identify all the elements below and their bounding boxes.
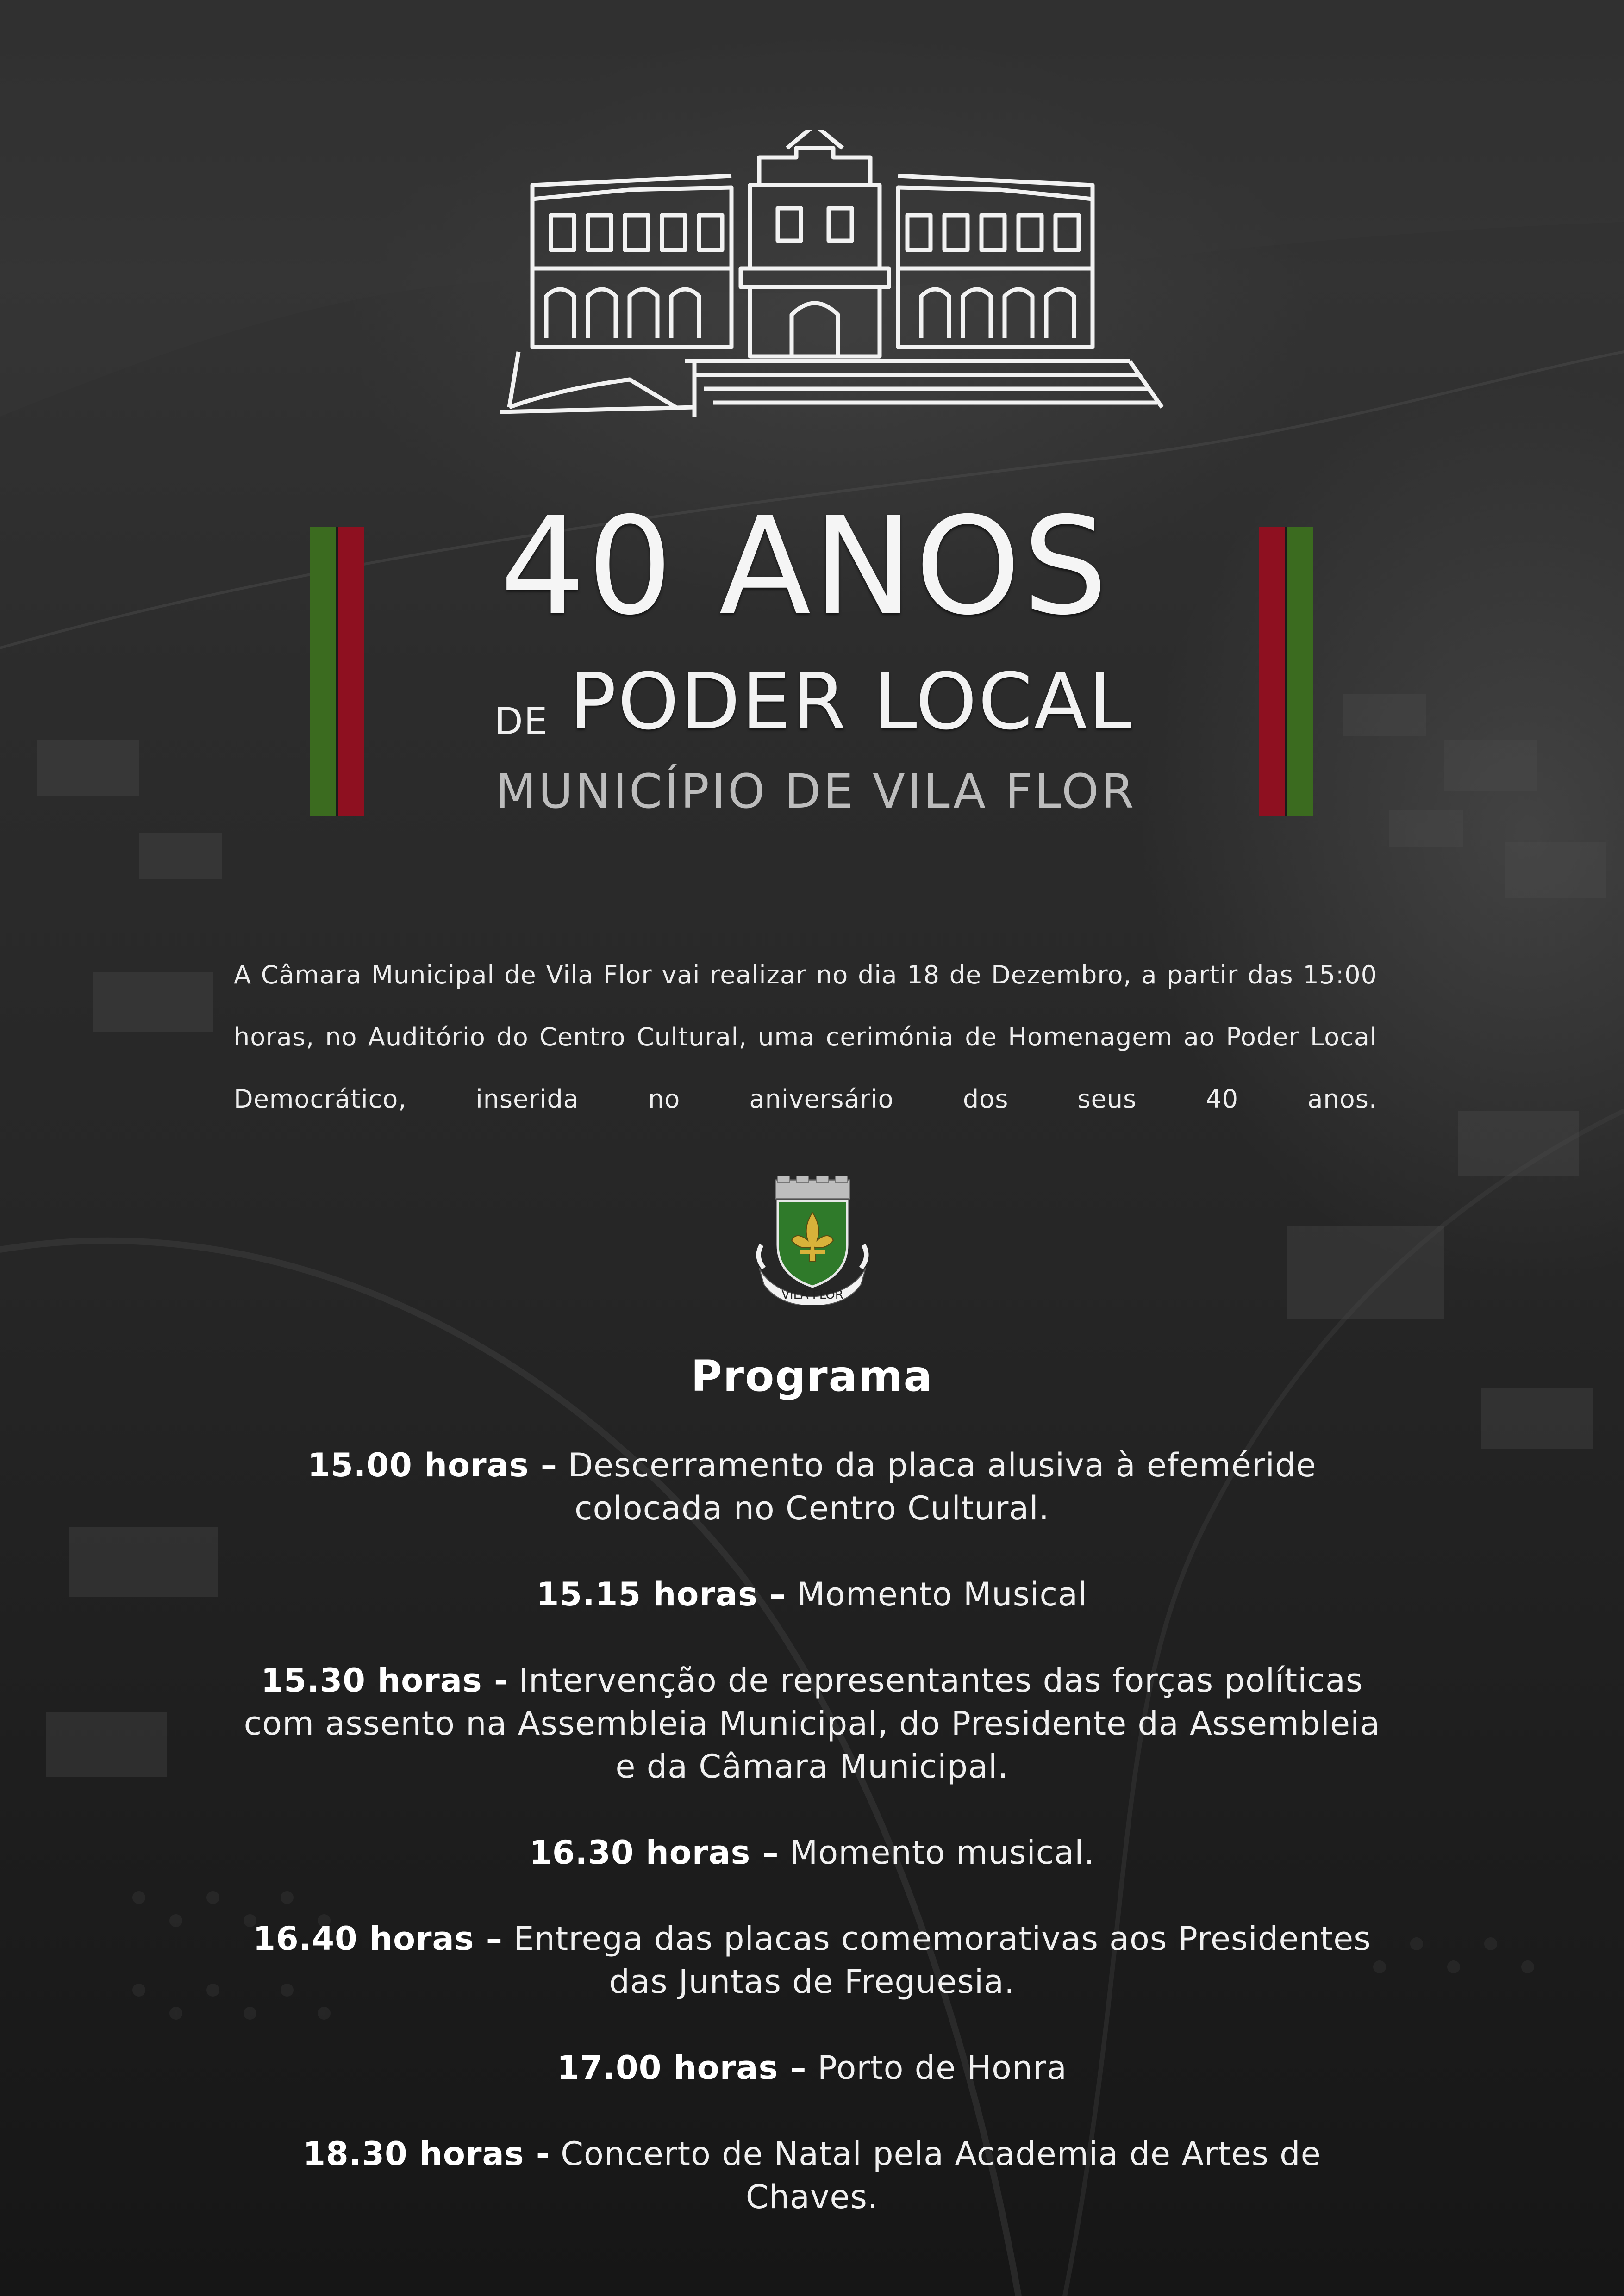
program-item-time: 16.40 horas – bbox=[253, 1920, 503, 1958]
program-item-time: 15.30 horas - bbox=[261, 1661, 508, 1699]
program-item bbox=[231, 1831, 1393, 1874]
flag-green-bar bbox=[310, 527, 336, 816]
town-hall-illustration bbox=[491, 130, 1167, 426]
coat-of-arms-emblem bbox=[750, 1176, 875, 1305]
program-item-time: 17.00 horas – bbox=[557, 2049, 807, 2087]
program-item-text: Concerto de Natal pela Academia de Artes de Chaves. bbox=[561, 2135, 1321, 2216]
program-item-text: Momento Musical bbox=[797, 1575, 1088, 1613]
program-item bbox=[231, 1573, 1393, 1616]
title-de: DE bbox=[494, 700, 549, 743]
program-item-text: Momento musical. bbox=[789, 1834, 1095, 1872]
program-item-text: Porto de Honra bbox=[817, 2049, 1067, 2087]
program-item-text: Entrega das placas comemorativas aos Presidentes das Juntas de Freguesia. bbox=[513, 1920, 1371, 2001]
program-item bbox=[231, 1917, 1393, 2004]
program-item-time: 16.30 horas – bbox=[529, 1834, 779, 1872]
program-item-text: Descerramento da placa alusiva à efeméride colocada no Centro Cultural. bbox=[568, 1446, 1317, 1527]
coat-of-arms-label: VILA FLOR bbox=[781, 1288, 843, 1302]
intro-paragraph: A Câmara Municipal de Vila Flor vai realizar no dia 18 de Dezembro, a partir das 15:00 horas, no Auditório do Centro Cultural, uma cerimónia de Homenagem ao Poder Local Democrático, inserida no aniversário dos seus 40 anos. bbox=[234, 960, 1377, 1114]
program-item bbox=[231, 2133, 1393, 2219]
program-list bbox=[231, 1444, 1393, 2262]
program-item-text: Intervenção de representantes das forças políticas com assento na Assembleia Municipal, do Presidente da Assembleia e da Câmara Municipal. bbox=[244, 1661, 1380, 1786]
program-item bbox=[231, 1659, 1393, 1788]
flag-green-bar bbox=[1287, 527, 1313, 816]
flag-bars-right bbox=[1259, 527, 1313, 816]
flag-red-bar bbox=[1259, 527, 1285, 816]
program-item bbox=[231, 1444, 1393, 1530]
program-item bbox=[231, 2047, 1393, 2090]
flag-bars-left bbox=[310, 527, 364, 816]
title-municipality: MUNICÍPIO DE VILA FLOR bbox=[495, 764, 1137, 819]
title-40-anos: 40 ANOS bbox=[500, 489, 1110, 645]
program-item-time: 15.15 horas – bbox=[536, 1575, 787, 1613]
title-poder-local: PODER LOCAL bbox=[569, 656, 1133, 747]
flag-red-bar bbox=[338, 527, 364, 816]
program-title: Programa bbox=[691, 1351, 933, 1401]
program-item-time: 18.30 horas - bbox=[303, 2135, 550, 2173]
program-item-time: 15.00 horas – bbox=[307, 1446, 557, 1484]
